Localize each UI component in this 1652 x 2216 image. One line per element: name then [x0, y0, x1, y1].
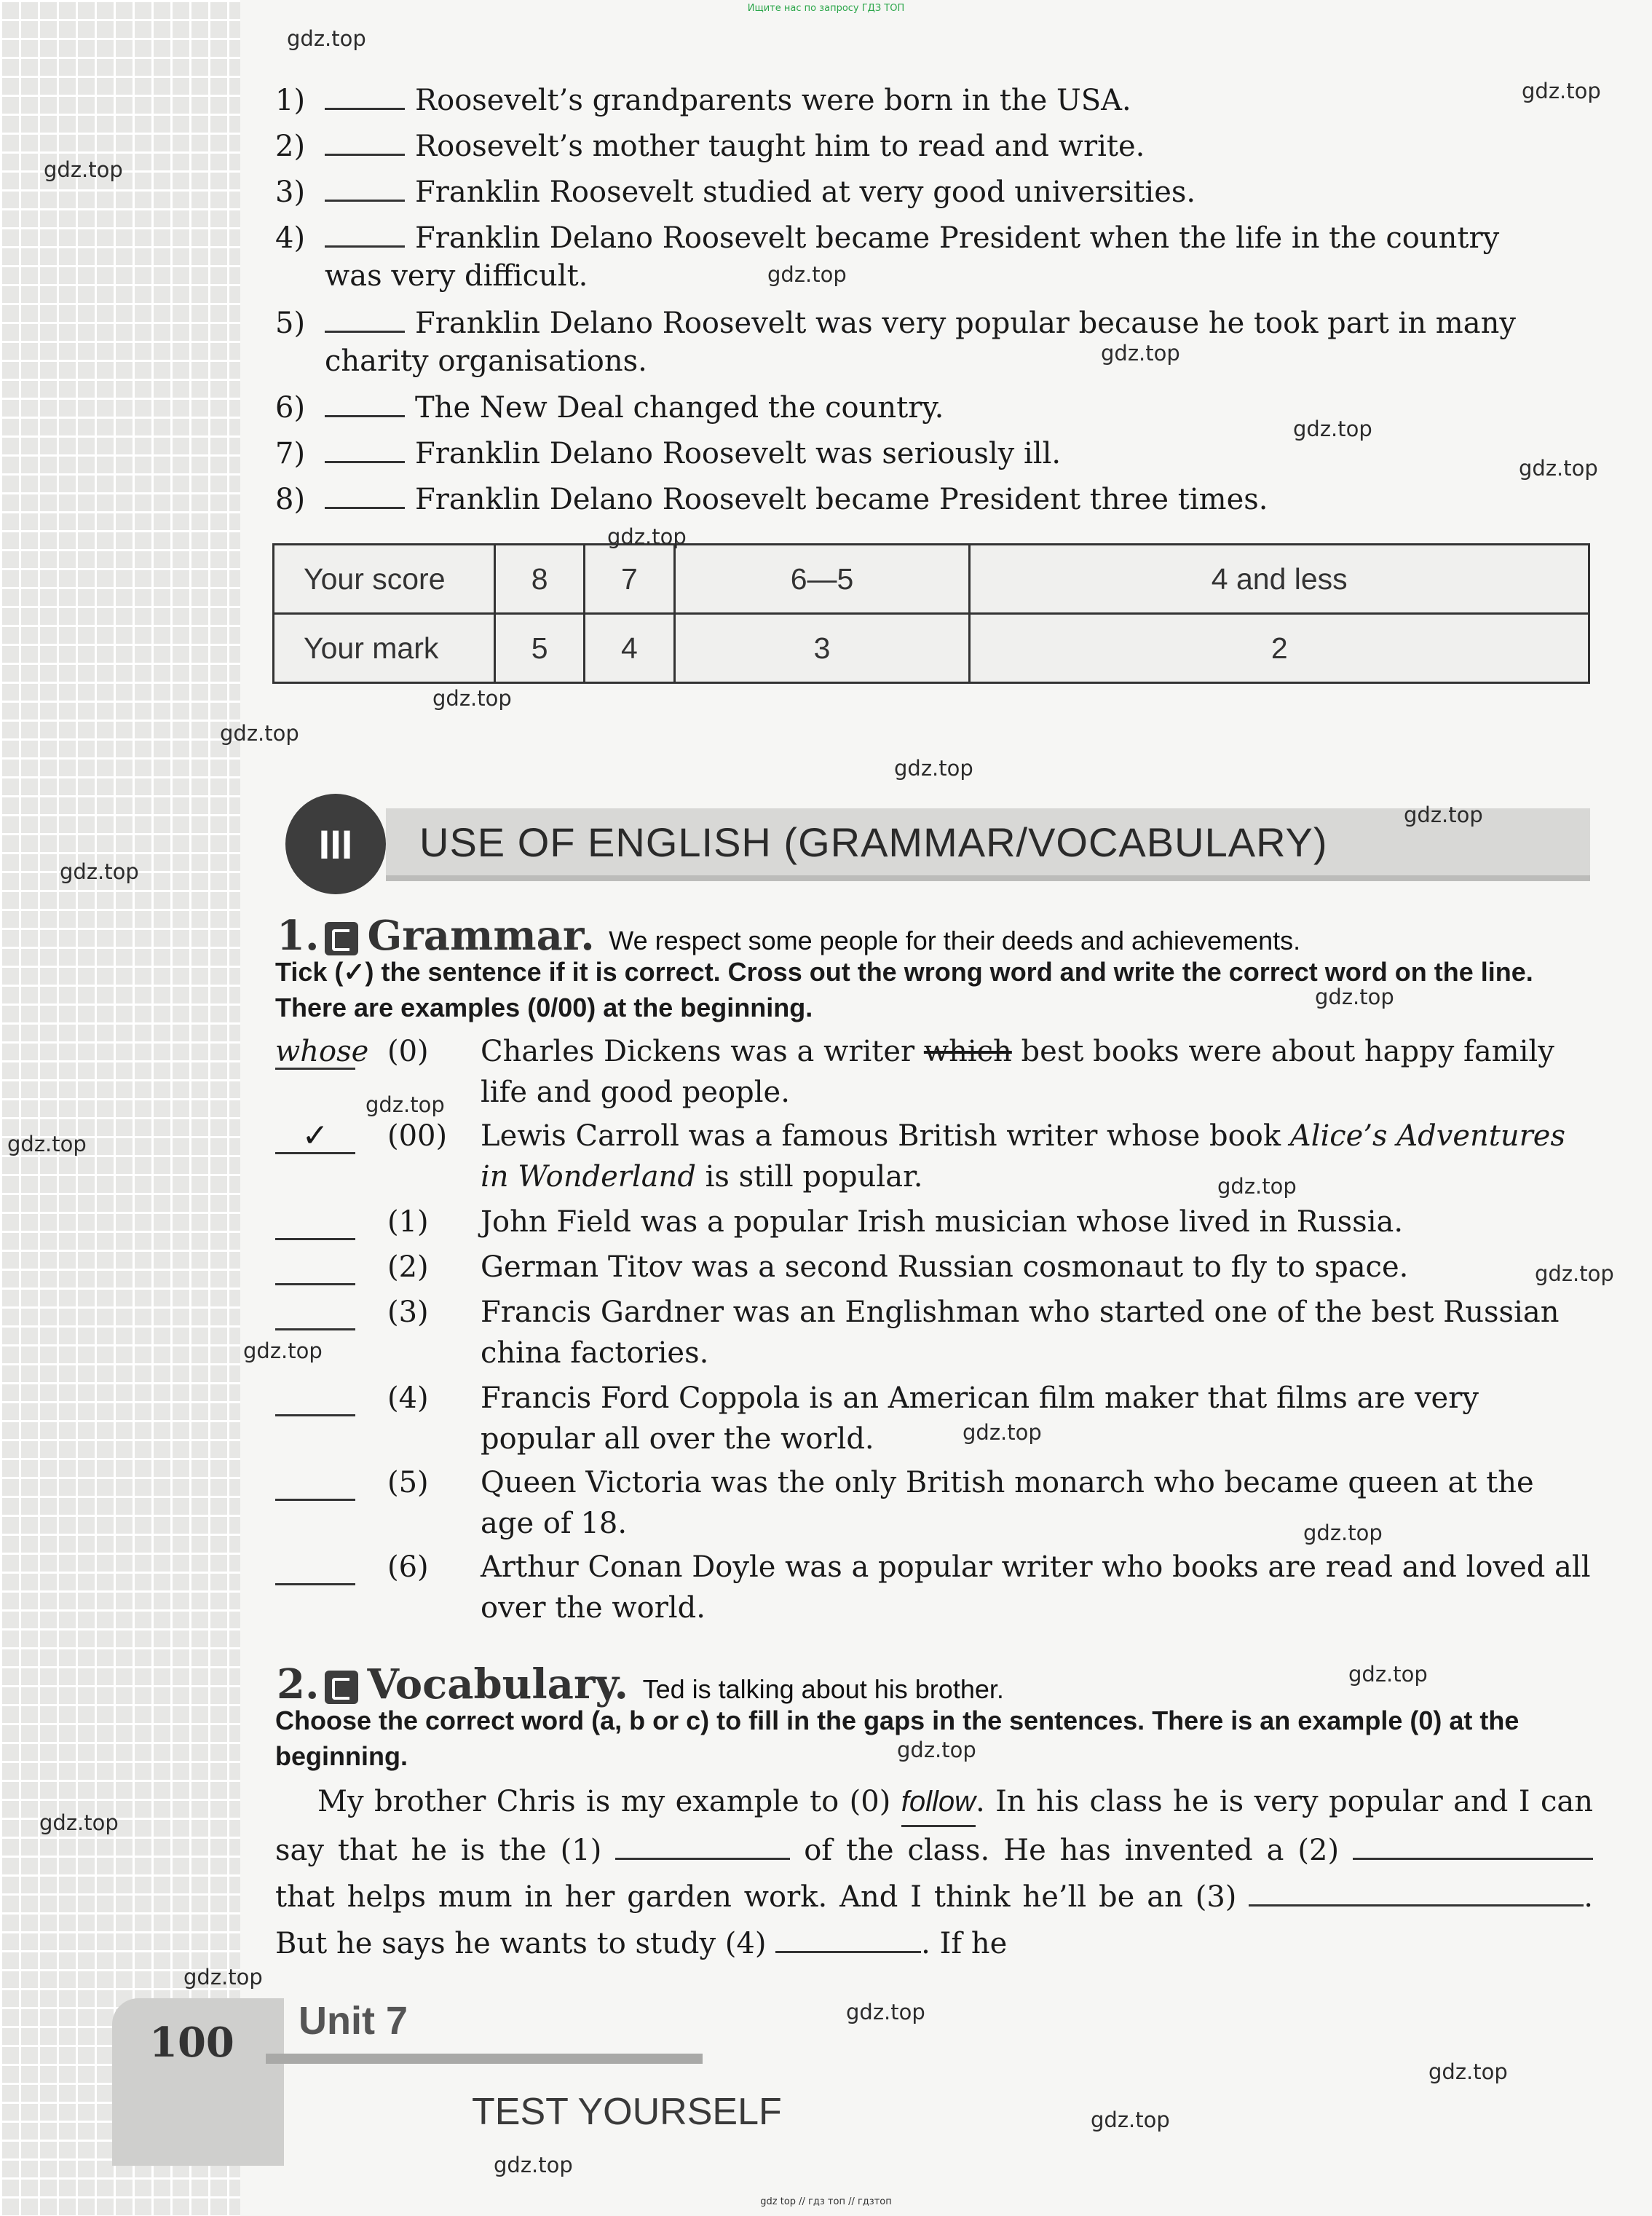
answer-line[interactable] [275, 1547, 355, 1585]
grammar-row-3: (3) Francis Gardner was an Englishman who started one of the best Russian china factories. [275, 1292, 1593, 1376]
answer-blank[interactable] [325, 129, 405, 156]
bottom-banner: gdz top // гдз топ // гдзтоп [760, 2196, 892, 2207]
score-table [272, 543, 1590, 684]
watermark: gdz.top [494, 2153, 573, 2177]
answer-line[interactable] [275, 1462, 355, 1501]
grammar-row-0: whose (0) Charles Dickens was a writer which best books were about happy family life and good people. [275, 1031, 1593, 1116]
answer-blank[interactable] [325, 175, 405, 202]
answer-line[interactable]: whose [275, 1031, 355, 1070]
unit-label: Unit 7 [299, 1999, 408, 2043]
crossed-out-word: which [923, 1035, 1012, 1068]
mark-cell: 5 [495, 614, 585, 683]
answer-blank[interactable] [325, 221, 405, 248]
mark-cell: 3 [674, 614, 970, 683]
page-number: 100 [149, 2019, 234, 2067]
watermark: gdz.top [1101, 341, 1180, 366]
task-icon [325, 922, 358, 955]
answer-blank[interactable] [325, 306, 405, 333]
vocabulary-instruction: Choose the correct word (a, b or c) to fill in the gaps in the sentences. There is an example (0) at the beginning. [275, 1706, 1519, 1771]
score-cell: 8 [495, 545, 585, 614]
watermark: gdz.top [287, 26, 366, 51]
watermark: gdz.top [1428, 2059, 1508, 2084]
score-cell: 7 [585, 545, 674, 614]
gap-4[interactable] [775, 1922, 921, 1953]
statement-4: 4) Franklin Delano Roosevelt became President when the life in the country was very difficult. [275, 221, 1500, 293]
grammar-row-4: (4) Francis Ford Coppola is an American film maker that films are very popular all over the world. [275, 1378, 1593, 1462]
answer-line[interactable] [275, 1378, 355, 1416]
answer-blank[interactable] [325, 83, 405, 110]
grammar-instruction: Tick (✓) the sentence if it is correct. Cross out the wrong word and write the correct word on the line. There are examples (0/00) at the beginning. [275, 957, 1533, 1022]
statement-3: 3) Franklin Roosevelt studied at very good universities. [275, 176, 1196, 209]
vocabulary-heading: 2. Vocabulary. Ted is talking about his brother. [277, 1660, 1004, 1708]
watermark: gdz.top [44, 157, 123, 182]
statement-1: 1) Roosevelt’s grandparents were born in the USA. [275, 84, 1131, 117]
score-cell: 4 and less [970, 545, 1589, 614]
example-answer: follow [901, 1778, 976, 1827]
grammar-row-00: ✓ (00) Lewis Carroll was a famous British writer whose book Alice’s Adventures in Wonderland is still popular. [275, 1116, 1593, 1200]
watermark: gdz.top [846, 2000, 925, 2024]
section-number-badge: III [285, 794, 386, 894]
watermark: gdz.top [1091, 2107, 1170, 2132]
statement-5: 5) Franklin Delano Roosevelt was very popular because he took part in many charity organisations. [275, 307, 1516, 378]
gap-2[interactable] [1353, 1829, 1593, 1860]
watermark: gdz.top [39, 1810, 119, 1835]
score-row [274, 545, 1589, 614]
task-icon [325, 1671, 358, 1704]
watermark: gdz.top [7, 1132, 87, 1156]
vocabulary-subtitle: Ted is talking about his brother. [642, 1674, 1004, 1704]
watermark: gdz.top [365, 1092, 445, 1117]
watermark: gdz.top [1303, 1521, 1383, 1545]
score-label: Your score [274, 545, 495, 614]
mark-cell: 4 [585, 614, 674, 683]
gap-1[interactable] [615, 1829, 790, 1860]
answer-blank[interactable] [325, 482, 405, 509]
grammar-row-5: (5) Queen Victoria was the only British monarch who became queen at the age of 18. [275, 1462, 1593, 1547]
watermark: gdz.top [60, 859, 139, 884]
grammar-heading: 1. Grammar. We respect some people for their deeds and achievements. [277, 912, 1301, 960]
watermark: gdz.top [1522, 79, 1601, 103]
watermark: gdz.top [432, 686, 512, 711]
vocabulary-text: My brother Chris is my example to (0) follow. In his class he is very popular and I can say that he is the (1) of the class. He has invented a (2) that helps mum in her garden work. And I think he’ll be an (3) . But he says he wants to study (4) . If he [275, 1778, 1593, 1967]
watermark: gdz.top [1404, 803, 1483, 827]
watermark: gdz.top [1348, 1662, 1428, 1687]
watermark: gdz.top [1293, 417, 1372, 441]
watermark: gdz.top [894, 756, 973, 781]
answer-blank[interactable] [325, 390, 405, 417]
grammar-row-6: (6) Arthur Conan Doyle was a popular writer who books are read and loved all over the world. [275, 1547, 1593, 1631]
watermark: gdz.top [1519, 456, 1598, 481]
watermark: gdz.top [220, 721, 299, 746]
watermark: gdz.top [1217, 1174, 1297, 1199]
statement-2: 2) Roosevelt’s mother taught him to read and write. [275, 130, 1145, 163]
textbook-page: Ищите нас по запросу ГДЗ ТОП 1) Roosevelt’s grandparents were born in the USA. 2) Roosevelt’s mother taught him to read and write. 3) Franklin Roosevelt studied at very good universities. 4) Franklin Delano Roosevelt became President when the life in the country was very difficult. 5) Franklin Delano Roosevelt was very popular because he took part in many charity organisations. 6) The New Deal changed the country. 7) Franklin Delano Roosevelt was seriously ill. 8) Franklin Delano Roosevelt became President three times. Your score 8 7 6—5 4 and less Your mark 5 4 3 2 III USE OF ENGLISH (GRAMMAR/VOCABULARY) 1. Grammar. We respect some people for their deeds and achievements. Tick (✓) the sentence if it is correct. Cross out the wrong word and write the correct word on the line. There are examples (0/00) at the beginning. whose (0) Charles Dickens was a writer which best books were about happy family life and good people. ✓ (00) Lewis Carroll was a famous British writer whose book Alice’s Adventures in Wonderland is still popular. (1) John Field was a popular Irish musician whose lived in Russia. (2) German Titov was a second Russian cosmonaut to fly to space. (3) Francis Gardner was an Englishman who started one of the best Russian china factories. (4) Francis Ford Coppola is an American film maker that films are very popular all over the world. (5) Queen Victoria was the only British monarch who became queen at the age of 18. (6) Arthur Conan Doyle was a popular writer who books are read and loved all over the world. 2. Vocabulary. Ted is talking about his brother. Choose the correct word (a, b or c) to fill in the gaps in the sentences. There is an example (0) at the beginning. My brother Chris is my example to (0) follow. In his class he is very popular and I can say that he is the (1) of the class. He has invented a (2) that helps mum in her garden work. And I think he’ll be an (3) . But he says he wants to study (4) . If he 100 Unit 7 TEST YOURSELF gdz.top gdz.top gdz.top gdz.top gdz.top gdz.top gdz.top gdz.top gdz.top gdz.top gdz.top gdz.top gdz.top gdz.top gdz.top gdz.top gdz.top gdz.top gdz.top gdz.top gdz.top gdz.top gdz.top gdz.top gdz.top gdz.top gdz.top gdz.top gdz.top gdz top // гдз топ // гдзтоп [0, 0, 1652, 2216]
watermark: gdz.top [963, 1420, 1042, 1445]
watermark: gdz.top [897, 1738, 976, 1762]
mark-row [274, 614, 1589, 683]
watermark: gdz.top [1315, 985, 1394, 1009]
watermark: gdz.top [183, 1965, 263, 1990]
score-cell: 6—5 [674, 545, 970, 614]
watermark: gdz.top [1535, 1261, 1614, 1286]
answer-blank[interactable] [325, 436, 405, 463]
grammar-subtitle: We respect some people for their deeds and achievements. [609, 926, 1301, 955]
answer-line[interactable] [275, 1202, 355, 1240]
checkmark-icon[interactable]: ✓ [275, 1116, 355, 1154]
answer-line[interactable] [275, 1292, 355, 1330]
footer-divider [266, 2054, 703, 2064]
statement-6: 6) The New Deal changed the country. [275, 391, 944, 425]
statement-7: 7) Franklin Delano Roosevelt was seriously ill. [275, 437, 1062, 470]
grid-margin-strip [0, 0, 255, 2216]
watermark: gdz.top [607, 524, 687, 549]
top-banner: Ищите нас по запросу ГДЗ ТОП [747, 3, 905, 14]
watermark: gdz.top [767, 262, 847, 287]
mark-label: Your mark [274, 614, 495, 683]
answer-line[interactable] [275, 1247, 355, 1285]
test-yourself-label: TEST YOURSELF [472, 2091, 782, 2133]
book-title: Alice’s Adventures in Wonderland [481, 1119, 1565, 1194]
statement-8: 8) Franklin Delano Roosevelt became President three times. [275, 483, 1268, 516]
gap-3[interactable] [1249, 1875, 1584, 1907]
watermark: gdz.top [243, 1338, 323, 1363]
section-title: USE OF ENGLISH (GRAMMAR/VOCABULARY) [419, 819, 1328, 865]
mark-cell: 2 [970, 614, 1589, 683]
